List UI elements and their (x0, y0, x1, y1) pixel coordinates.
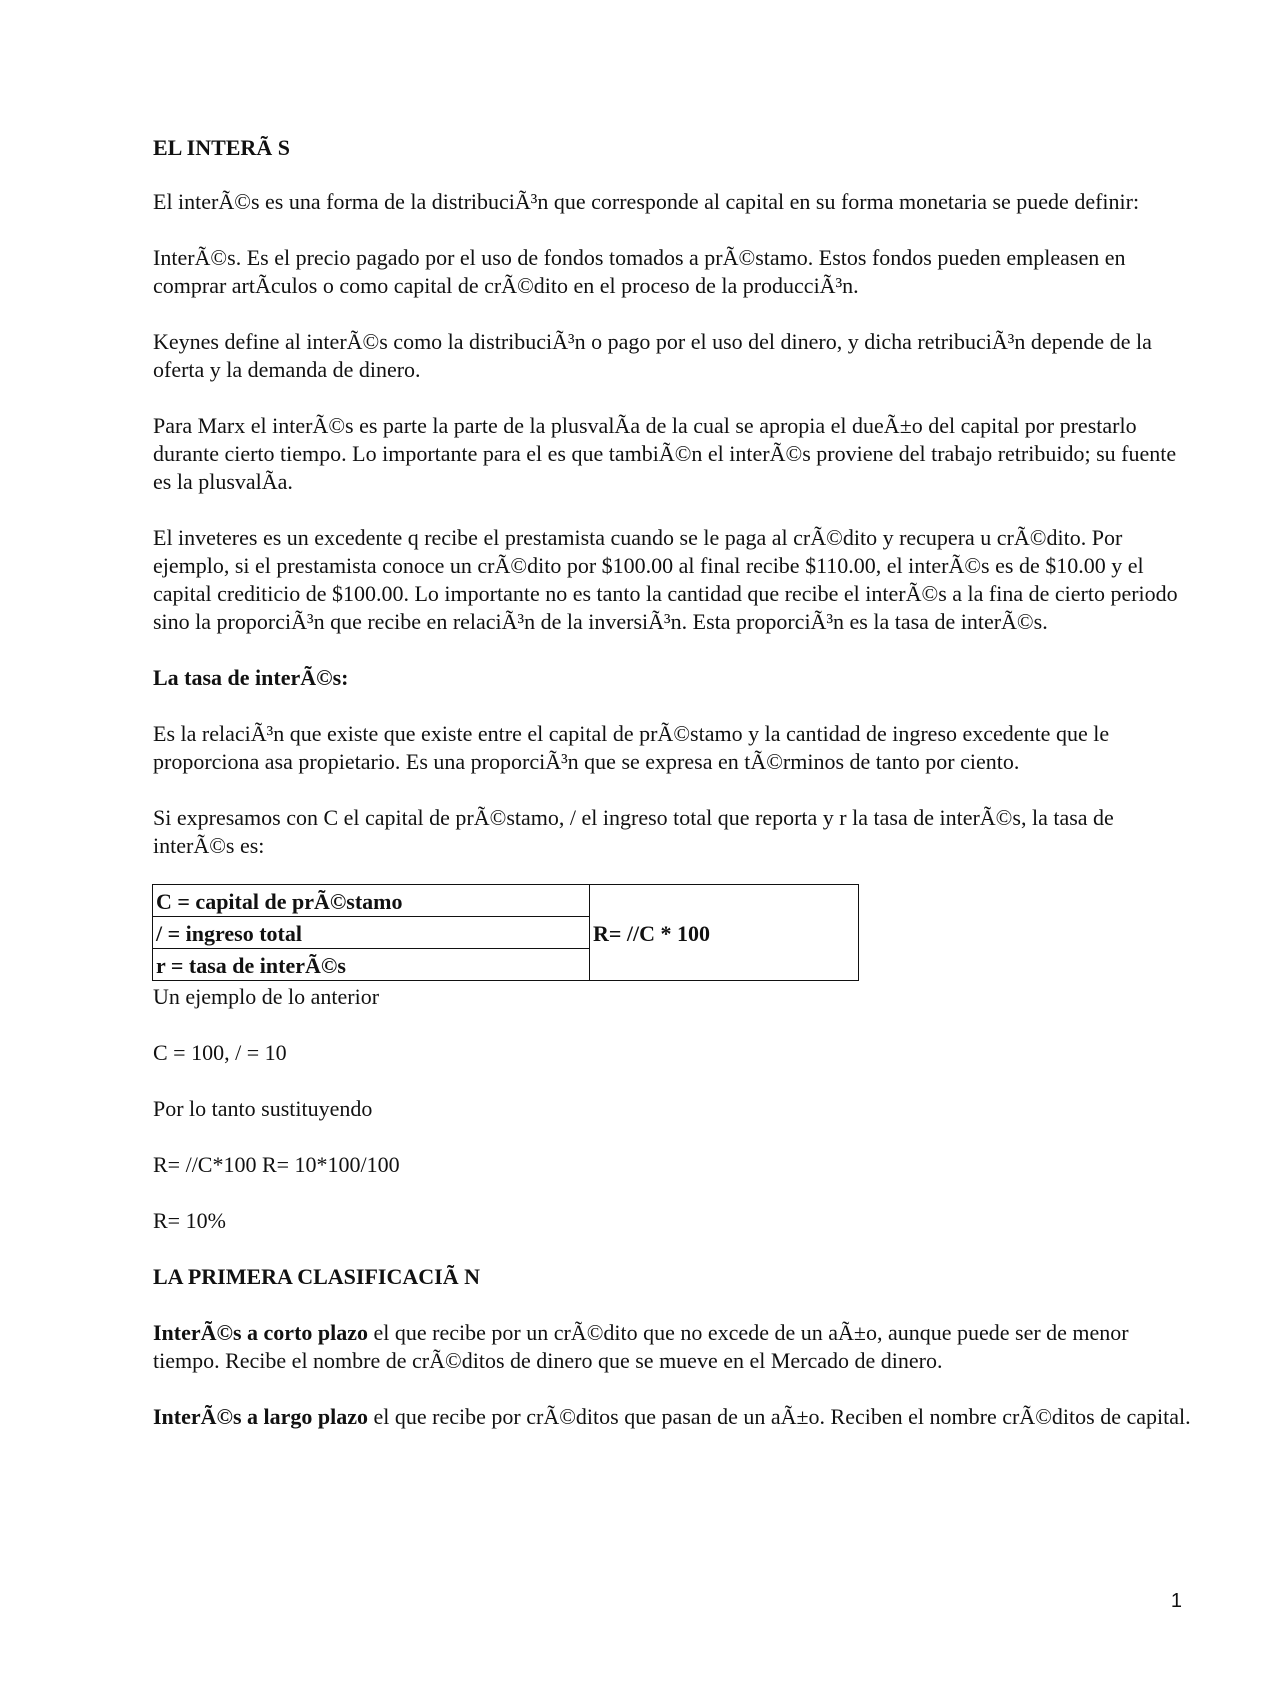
example-result: R= 10% (153, 1208, 226, 1233)
example-values: C = 100, / = 10 (153, 1040, 287, 1065)
example-intro: Un ejemplo de lo anterior (153, 984, 380, 1009)
example-calculation: R= //C*100 R= 10*100/100 (153, 1152, 400, 1177)
formula-table (152, 884, 859, 981)
short-term-paragraph (153, 1319, 1193, 1375)
short-term-text: el que recibe por un crÃ©dito que no excede de un aÃ±o, aunque puede ser de menor tiempo. Recibe el nombre de crÃ©ditos de dinero que se mueve en el Mercado de dinero. (153, 1320, 1129, 1373)
page-number: 1 (1170, 1590, 1182, 1612)
rate-expression: Si expresamos con C el capital de prÃ©stamo, / el ingreso total que reporta y r la tasa de interÃ©s, la tasa de interÃ©s es: (153, 805, 1114, 858)
paragraph-marx: Para Marx el interÃ©s es parte la parte de la plusvalÃa de la cual se apropia el dueÃ±o del capital por prestarlo durante cierto tiempo. Lo importante para el es que tambiÃ©n el interÃ©s proviene del trabajo retribuido; su fuente es la plusvalÃa. (153, 413, 1177, 494)
formula-row-capital: C = capital de prÃ©stamo (153, 885, 590, 917)
document-title: EL INTERÃ S (153, 135, 290, 160)
document-page (153, 134, 1193, 1459)
paragraph-example-credit: El inveteres es un excedente q recibe el prestamista cuando se le paga al crÃ©dito y recupera u crÃ©dito. Por ejemplo, si el prestamista conoce un crÃ©dito por $100.00 al final recibe $110.00, el interÃ©s es de $10.00 y el capital crediticio de $100.00. Lo importante no es tanto la cantidad que recibe el interÃ©s a la fina de cierto periodo sino la proporciÃ³n que recibe en relaciÃ³n de la inversiÃ³n. Esta proporciÃ³n es la tasa de interÃ©s. (153, 525, 1178, 634)
formula-row-income: / = ingreso total (153, 917, 590, 949)
formula-cell: R= //C * 100 (590, 885, 859, 981)
paragraph-intro: El interÃ©s es una forma de la distribuciÃ³n que corresponde al capital en su forma monetaria se puede definir: (153, 189, 1140, 214)
rate-heading: La tasa de interÃ©s: (153, 665, 349, 690)
paragraph-keynes: Keynes define al interÃ©s como la distribuciÃ³n o pago por el uso del dinero, y dicha retribuciÃ³n depende de la oferta y la demanda de dinero. (153, 329, 1152, 382)
formula-row-rate: r = tasa de interÃ©s (153, 949, 590, 981)
long-term-paragraph (153, 1403, 1193, 1431)
classification-heading: LA PRIMERA CLASIFICACIÃ N (153, 1264, 480, 1289)
example-substitution: Por lo tanto sustituyendo (153, 1096, 373, 1121)
long-term-label: InterÃ©s a largo plazo (153, 1404, 369, 1429)
rate-definition: Es la relaciÃ³n que existe que existe entre el capital de prÃ©stamo y la cantidad de ingreso excedente que le proporciona asa propietario. Es una proporciÃ³n que se expresa en tÃ©rminos de tanto por ciento. (153, 721, 1110, 774)
short-term-label: InterÃ©s a corto plazo (153, 1320, 369, 1345)
paragraph-definition: InterÃ©s. Es el precio pagado por el uso de fondos tomados a prÃ©stamo. Estos fondos pueden empleasen en comprar artÃculos o como capital de crÃ©dito en el proceso de la producciÃ³n. (153, 245, 1126, 298)
long-term-text: el que recibe por crÃ©ditos que pasan de un aÃ±o. Reciben el nombre crÃ©ditos de capital. (368, 1404, 1191, 1429)
